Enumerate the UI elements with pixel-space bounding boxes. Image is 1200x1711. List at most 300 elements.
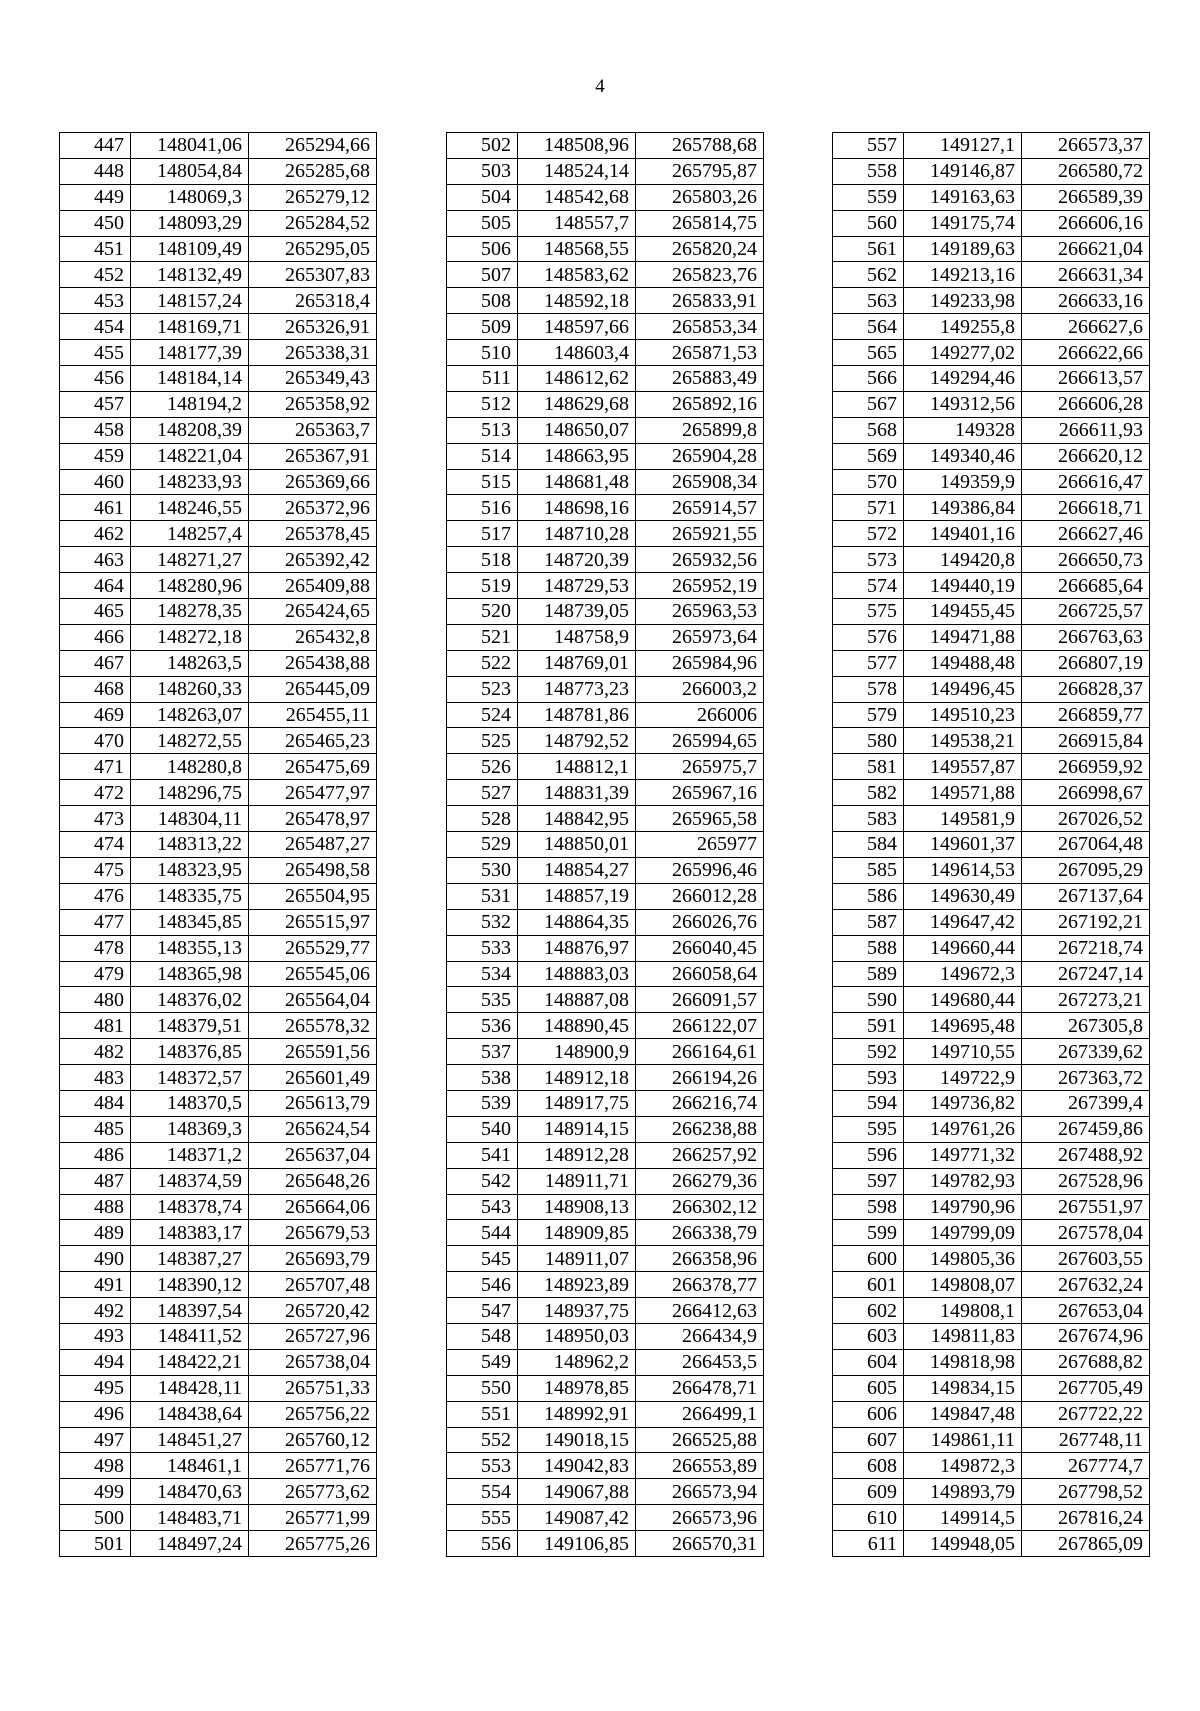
point-number-cell: 536 [447,1013,518,1039]
y-coordinate-cell: 265432,8 [249,624,377,650]
x-coordinate-cell: 149811,83 [904,1323,1022,1349]
x-coordinate-cell: 148908,13 [518,1194,636,1220]
y-coordinate-cell: 265294,66 [249,133,377,159]
x-coordinate-cell: 149018,15 [518,1427,636,1453]
table-row [833,133,1150,159]
table-row [447,987,764,1013]
table-row [447,676,764,702]
y-coordinate-cell: 267551,97 [1022,1194,1150,1220]
table-row [60,1039,377,1065]
point-number-cell: 603 [833,1323,904,1349]
table-row [447,935,764,961]
y-coordinate-cell: 266453,5 [636,1349,764,1375]
point-number-cell: 450 [60,210,131,236]
y-coordinate-cell: 265883,49 [636,366,764,392]
table-row [833,1168,1150,1194]
point-number-cell: 514 [447,443,518,469]
table-row [60,1142,377,1168]
x-coordinate-cell: 148263,5 [131,650,249,676]
table-row [60,1220,377,1246]
table-row [833,1246,1150,1272]
table-row [833,1349,1150,1375]
point-number-cell: 556 [447,1531,518,1557]
x-coordinate-cell: 149163,63 [904,184,1022,210]
point-number-cell: 466 [60,624,131,650]
x-coordinate-cell: 148842,95 [518,806,636,832]
table-row [833,314,1150,340]
y-coordinate-cell: 267273,21 [1022,987,1150,1013]
x-coordinate-cell: 148271,27 [131,547,249,573]
x-coordinate-cell: 148978,85 [518,1375,636,1401]
x-coordinate-cell: 148378,74 [131,1194,249,1220]
x-coordinate-cell: 149189,63 [904,236,1022,262]
table-row [447,1375,764,1401]
table-row [447,1116,764,1142]
y-coordinate-cell: 267247,14 [1022,961,1150,987]
y-coordinate-cell: 266725,57 [1022,599,1150,625]
x-coordinate-cell: 148411,52 [131,1323,249,1349]
x-coordinate-cell: 149557,87 [904,754,1022,780]
point-number-cell: 543 [447,1194,518,1220]
y-coordinate-cell: 265591,56 [249,1039,377,1065]
y-coordinate-cell: 266058,64 [636,961,764,987]
y-coordinate-cell: 265487,27 [249,832,377,858]
x-coordinate-cell: 148461,1 [131,1453,249,1479]
y-coordinate-cell: 265914,57 [636,495,764,521]
y-coordinate-cell: 265756,22 [249,1401,377,1427]
point-number-cell: 584 [833,832,904,858]
x-coordinate-cell: 148729,53 [518,573,636,599]
table-row [833,1194,1150,1220]
table-row [60,1272,377,1298]
point-number-cell: 580 [833,728,904,754]
point-number-cell: 600 [833,1246,904,1272]
x-coordinate-cell: 148883,03 [518,961,636,987]
point-number-cell: 567 [833,391,904,417]
point-number-cell: 510 [447,340,518,366]
x-coordinate-cell: 148890,45 [518,1013,636,1039]
table-row [833,236,1150,262]
point-number-cell: 455 [60,340,131,366]
y-coordinate-cell: 267798,52 [1022,1479,1150,1505]
table-row [60,1013,377,1039]
y-coordinate-cell: 266580,72 [1022,158,1150,184]
point-number-cell: 481 [60,1013,131,1039]
point-number-cell: 607 [833,1427,904,1453]
table-row [833,1272,1150,1298]
table-row [447,1323,764,1349]
point-number-cell: 517 [447,521,518,547]
y-coordinate-cell: 266606,16 [1022,210,1150,236]
y-coordinate-cell: 265775,26 [249,1531,377,1557]
point-number-cell: 515 [447,469,518,495]
x-coordinate-cell: 148345,85 [131,909,249,935]
table-row [833,728,1150,754]
table-row [60,857,377,883]
point-number-cell: 491 [60,1272,131,1298]
y-coordinate-cell: 267488,92 [1022,1142,1150,1168]
table-row [833,780,1150,806]
y-coordinate-cell: 265409,88 [249,573,377,599]
y-coordinate-cell: 265984,96 [636,650,764,676]
x-coordinate-cell: 148451,27 [131,1427,249,1453]
x-coordinate-cell: 148710,28 [518,521,636,547]
x-coordinate-cell: 149805,36 [904,1246,1022,1272]
x-coordinate-cell: 148323,95 [131,857,249,883]
point-number-cell: 558 [833,158,904,184]
x-coordinate-cell: 149571,88 [904,780,1022,806]
y-coordinate-cell: 265326,91 [249,314,377,340]
table-row [833,1323,1150,1349]
point-number-cell: 561 [833,236,904,262]
table-row [447,184,764,210]
table-row [60,883,377,909]
point-number-cell: 577 [833,650,904,676]
point-number-cell: 609 [833,1479,904,1505]
y-coordinate-cell: 265751,33 [249,1375,377,1401]
point-number-cell: 545 [447,1246,518,1272]
table-row [447,1065,764,1091]
point-number-cell: 523 [447,676,518,702]
table-row [447,780,764,806]
y-coordinate-cell: 266478,71 [636,1375,764,1401]
point-number-cell: 560 [833,210,904,236]
point-number-cell: 507 [447,262,518,288]
table-row [60,1349,377,1375]
point-number-cell: 495 [60,1375,131,1401]
y-coordinate-cell: 267528,96 [1022,1168,1150,1194]
point-number-cell: 576 [833,624,904,650]
y-coordinate-cell: 265475,69 [249,754,377,780]
table-row [833,806,1150,832]
point-number-cell: 493 [60,1323,131,1349]
table-row [60,1531,377,1557]
x-coordinate-cell: 148370,5 [131,1090,249,1116]
x-coordinate-cell: 148854,27 [518,857,636,883]
table-row [833,1401,1150,1427]
table-row [447,133,764,159]
table-row [833,1505,1150,1531]
x-coordinate-cell: 149277,02 [904,340,1022,366]
x-coordinate-cell: 149213,16 [904,262,1022,288]
x-coordinate-cell: 149834,15 [904,1375,1022,1401]
y-coordinate-cell: 265465,23 [249,728,377,754]
y-coordinate-cell: 266613,57 [1022,366,1150,392]
y-coordinate-cell: 267816,24 [1022,1505,1150,1531]
x-coordinate-cell: 148900,9 [518,1039,636,1065]
table-row [60,1505,377,1531]
y-coordinate-cell: 267026,52 [1022,806,1150,832]
y-coordinate-cell: 265727,96 [249,1323,377,1349]
x-coordinate-cell: 148093,29 [131,210,249,236]
x-coordinate-cell: 148335,75 [131,883,249,909]
x-coordinate-cell: 149146,87 [904,158,1022,184]
table-row [833,1479,1150,1505]
x-coordinate-cell: 148355,13 [131,935,249,961]
x-coordinate-cell: 149510,23 [904,702,1022,728]
table-row [447,1194,764,1220]
y-coordinate-cell: 265369,66 [249,469,377,495]
y-coordinate-cell: 266358,96 [636,1246,764,1272]
y-coordinate-cell: 265707,48 [249,1272,377,1298]
y-coordinate-cell: 265996,46 [636,857,764,883]
x-coordinate-cell: 148376,85 [131,1039,249,1065]
y-coordinate-cell: 267218,74 [1022,935,1150,961]
point-number-cell: 501 [60,1531,131,1557]
table-row [833,754,1150,780]
point-number-cell: 462 [60,521,131,547]
point-number-cell: 573 [833,547,904,573]
y-coordinate-cell: 265445,09 [249,676,377,702]
y-coordinate-cell: 265515,97 [249,909,377,935]
point-number-cell: 482 [60,1039,131,1065]
x-coordinate-cell: 148383,17 [131,1220,249,1246]
x-coordinate-cell: 149581,9 [904,806,1022,832]
point-number-cell: 465 [60,599,131,625]
point-number-cell: 488 [60,1194,131,1220]
point-number-cell: 469 [60,702,131,728]
x-coordinate-cell: 148428,11 [131,1375,249,1401]
y-coordinate-cell: 267632,24 [1022,1272,1150,1298]
table-row [60,573,377,599]
table-row [447,857,764,883]
x-coordinate-cell: 149710,55 [904,1039,1022,1065]
x-coordinate-cell: 149818,98 [904,1349,1022,1375]
point-number-cell: 526 [447,754,518,780]
y-coordinate-cell: 266338,79 [636,1220,764,1246]
table-row [447,961,764,987]
y-coordinate-cell: 265803,26 [636,184,764,210]
point-number-cell: 456 [60,366,131,392]
table-row [447,288,764,314]
table-row [447,1168,764,1194]
x-coordinate-cell: 148912,18 [518,1065,636,1091]
y-coordinate-cell: 267748,11 [1022,1427,1150,1453]
x-coordinate-cell: 148739,05 [518,599,636,625]
point-number-cell: 586 [833,883,904,909]
point-number-cell: 471 [60,754,131,780]
point-number-cell: 451 [60,236,131,262]
x-coordinate-cell: 149808,1 [904,1298,1022,1324]
table-row [833,650,1150,676]
y-coordinate-cell: 266859,77 [1022,702,1150,728]
y-coordinate-cell: 265318,4 [249,288,377,314]
x-coordinate-cell: 148912,28 [518,1142,636,1168]
point-number-cell: 448 [60,158,131,184]
point-number-cell: 554 [447,1479,518,1505]
y-coordinate-cell: 265994,65 [636,728,764,754]
x-coordinate-cell: 149255,8 [904,314,1022,340]
y-coordinate-cell: 265613,79 [249,1090,377,1116]
y-coordinate-cell: 265788,68 [636,133,764,159]
table-row [60,676,377,702]
point-number-cell: 529 [447,832,518,858]
table-row [60,288,377,314]
x-coordinate-cell: 148937,75 [518,1298,636,1324]
y-coordinate-cell: 265963,53 [636,599,764,625]
table-row [833,366,1150,392]
point-number-cell: 512 [447,391,518,417]
x-coordinate-cell: 148950,03 [518,1323,636,1349]
x-coordinate-cell: 148184,14 [131,366,249,392]
table-row [60,961,377,987]
point-number-cell: 521 [447,624,518,650]
x-coordinate-cell: 149106,85 [518,1531,636,1557]
table-row [447,1401,764,1427]
point-number-cell: 487 [60,1168,131,1194]
point-number-cell: 524 [447,702,518,728]
table-row [447,236,764,262]
point-number-cell: 592 [833,1039,904,1065]
point-number-cell: 494 [60,1349,131,1375]
y-coordinate-cell: 266959,92 [1022,754,1150,780]
y-coordinate-cell: 266499,1 [636,1401,764,1427]
table-row [833,1453,1150,1479]
table-row [60,547,377,573]
x-coordinate-cell: 148041,06 [131,133,249,159]
point-number-cell: 447 [60,133,131,159]
y-coordinate-cell: 265773,62 [249,1479,377,1505]
y-coordinate-cell: 266573,94 [636,1479,764,1505]
coordinates-table-left [59,132,377,1557]
y-coordinate-cell: 266633,16 [1022,288,1150,314]
y-coordinate-cell: 265307,83 [249,262,377,288]
point-number-cell: 505 [447,210,518,236]
table-row [60,210,377,236]
point-number-cell: 467 [60,650,131,676]
y-coordinate-cell: 265921,55 [636,521,764,547]
point-number-cell: 472 [60,780,131,806]
point-number-cell: 508 [447,288,518,314]
point-number-cell: 496 [60,1401,131,1427]
point-number-cell: 525 [447,728,518,754]
y-coordinate-cell: 266589,39 [1022,184,1150,210]
table-row [833,262,1150,288]
table-row [833,417,1150,443]
point-number-cell: 551 [447,1401,518,1427]
point-number-cell: 602 [833,1298,904,1324]
table-row [833,1427,1150,1453]
x-coordinate-cell: 148304,11 [131,806,249,832]
point-number-cell: 590 [833,987,904,1013]
point-number-cell: 568 [833,417,904,443]
x-coordinate-cell: 148914,15 [518,1116,636,1142]
table-row [60,133,377,159]
point-number-cell: 608 [833,1453,904,1479]
x-coordinate-cell: 149872,3 [904,1453,1022,1479]
x-coordinate-cell: 149771,32 [904,1142,1022,1168]
point-number-cell: 460 [60,469,131,495]
table-row [447,1039,764,1065]
point-number-cell: 557 [833,133,904,159]
table-row [60,1116,377,1142]
table-row [60,262,377,288]
y-coordinate-cell: 266763,63 [1022,624,1150,650]
x-coordinate-cell: 148923,89 [518,1272,636,1298]
x-coordinate-cell: 148663,95 [518,443,636,469]
table-row [60,1246,377,1272]
point-number-cell: 549 [447,1349,518,1375]
table-row [447,883,764,909]
table-row [447,1427,764,1453]
y-coordinate-cell: 266091,57 [636,987,764,1013]
table-row [833,857,1150,883]
coordinates-table-middle [446,132,764,1557]
y-coordinate-cell: 265904,28 [636,443,764,469]
point-number-cell: 559 [833,184,904,210]
y-coordinate-cell: 267578,04 [1022,1220,1150,1246]
y-coordinate-cell: 265664,06 [249,1194,377,1220]
x-coordinate-cell: 149087,42 [518,1505,636,1531]
y-coordinate-cell: 266627,46 [1022,521,1150,547]
y-coordinate-cell: 266618,71 [1022,495,1150,521]
y-coordinate-cell: 265693,79 [249,1246,377,1272]
table-row [833,210,1150,236]
table-row [833,935,1150,961]
table-row [833,158,1150,184]
y-coordinate-cell: 265349,43 [249,366,377,392]
x-coordinate-cell: 148422,21 [131,1349,249,1375]
x-coordinate-cell: 149672,3 [904,961,1022,987]
point-number-cell: 484 [60,1090,131,1116]
y-coordinate-cell: 265284,52 [249,210,377,236]
y-coordinate-cell: 266573,37 [1022,133,1150,159]
y-coordinate-cell: 265820,24 [636,236,764,262]
point-number-cell: 500 [60,1505,131,1531]
point-number-cell: 594 [833,1090,904,1116]
x-coordinate-cell: 148257,4 [131,521,249,547]
point-number-cell: 457 [60,391,131,417]
x-coordinate-cell: 148470,63 [131,1479,249,1505]
y-coordinate-cell: 265760,12 [249,1427,377,1453]
point-number-cell: 598 [833,1194,904,1220]
y-coordinate-cell: 266164,61 [636,1039,764,1065]
table-row [447,1531,764,1557]
y-coordinate-cell: 265853,34 [636,314,764,340]
x-coordinate-cell: 149455,45 [904,599,1022,625]
table-row [60,236,377,262]
x-coordinate-cell: 149948,05 [904,1531,1022,1557]
table-row [447,624,764,650]
y-coordinate-cell: 267399,4 [1022,1090,1150,1116]
table-row [60,624,377,650]
point-number-cell: 565 [833,340,904,366]
x-coordinate-cell: 148390,12 [131,1272,249,1298]
y-coordinate-cell: 265967,16 [636,780,764,806]
y-coordinate-cell: 266620,12 [1022,443,1150,469]
point-number-cell: 541 [447,1142,518,1168]
x-coordinate-cell: 148379,51 [131,1013,249,1039]
y-coordinate-cell: 265908,34 [636,469,764,495]
y-coordinate-cell: 267674,96 [1022,1323,1150,1349]
table-row [60,599,377,625]
x-coordinate-cell: 149440,19 [904,573,1022,599]
y-coordinate-cell: 266012,28 [636,883,764,909]
y-coordinate-cell: 265285,68 [249,158,377,184]
point-number-cell: 548 [447,1323,518,1349]
point-number-cell: 606 [833,1401,904,1427]
x-coordinate-cell: 148876,97 [518,935,636,961]
x-coordinate-cell: 148992,91 [518,1401,636,1427]
table-row [833,521,1150,547]
y-coordinate-cell: 265795,87 [636,158,764,184]
point-number-cell: 583 [833,806,904,832]
y-coordinate-cell: 266621,04 [1022,236,1150,262]
table-row [833,443,1150,469]
table-row [60,909,377,935]
x-coordinate-cell: 149614,53 [904,857,1022,883]
x-coordinate-cell: 149496,45 [904,676,1022,702]
